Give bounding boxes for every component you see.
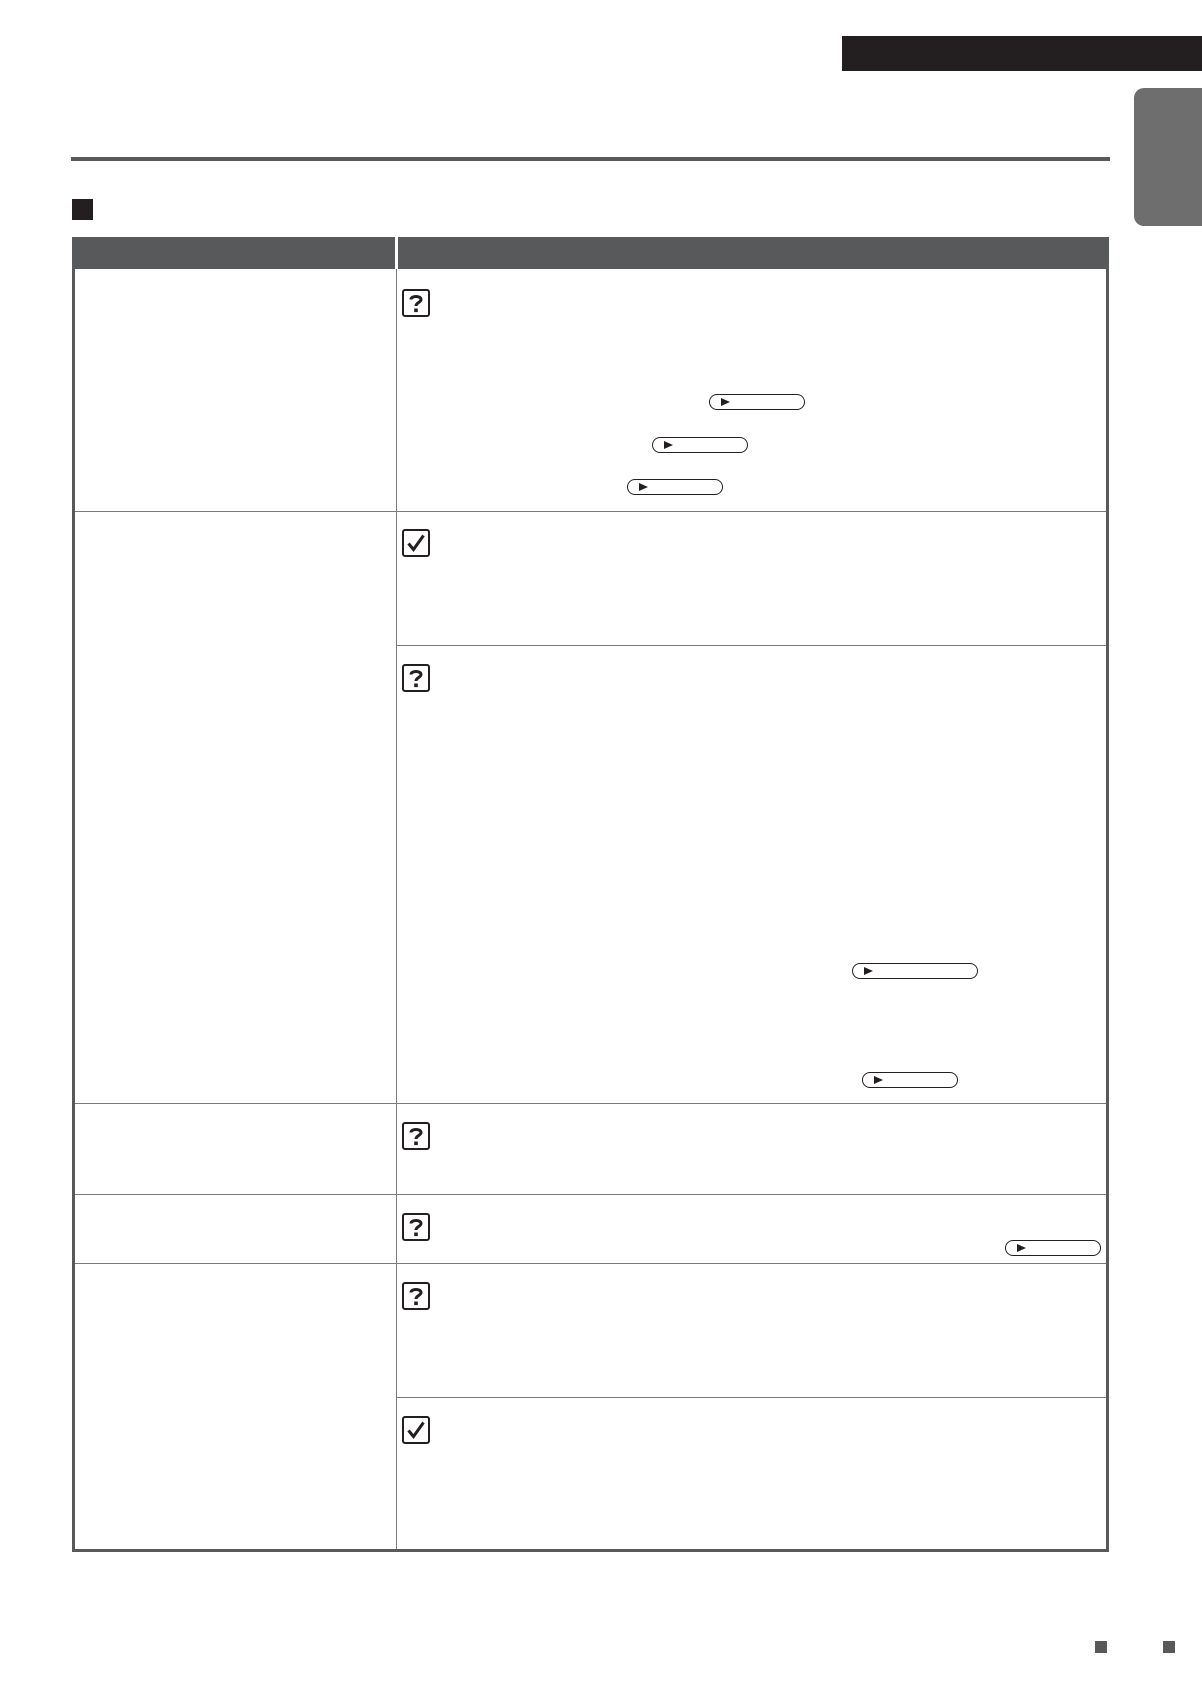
- page-reference-link[interactable]: [862, 1072, 958, 1088]
- page-reference-link[interactable]: [627, 479, 723, 495]
- section-marker-icon: [72, 199, 93, 220]
- row-divider: [75, 1194, 1106, 1195]
- footer-square-icon: [1095, 1641, 1107, 1653]
- title-rule: [71, 157, 1110, 161]
- page-reference-link[interactable]: [652, 437, 748, 453]
- table-header: [75, 237, 1106, 269]
- header-bar: [842, 36, 1202, 71]
- block-divider: [396, 645, 1106, 646]
- header-column-divider: [395, 237, 398, 269]
- chapter-tab[interactable]: [1134, 88, 1202, 226]
- row-divider: [75, 511, 1106, 512]
- question-icon: [402, 664, 430, 692]
- block-divider: [396, 1397, 1106, 1398]
- column-divider: [396, 269, 397, 1549]
- page-reference-link[interactable]: [852, 963, 978, 979]
- question-icon: [402, 1213, 430, 1241]
- troubleshooting-table: [72, 237, 1109, 1552]
- footer-square-icon: [1163, 1641, 1175, 1653]
- question-icon: [402, 1282, 430, 1310]
- row-divider: [75, 1263, 1106, 1264]
- row-divider: [75, 1103, 1106, 1104]
- checkmark-icon: [402, 529, 430, 557]
- page-reference-link[interactable]: [709, 394, 805, 410]
- checkmark-icon: [402, 1416, 430, 1444]
- question-icon: [402, 1122, 430, 1150]
- question-icon: [402, 289, 430, 317]
- page-reference-link[interactable]: [1005, 1240, 1101, 1256]
